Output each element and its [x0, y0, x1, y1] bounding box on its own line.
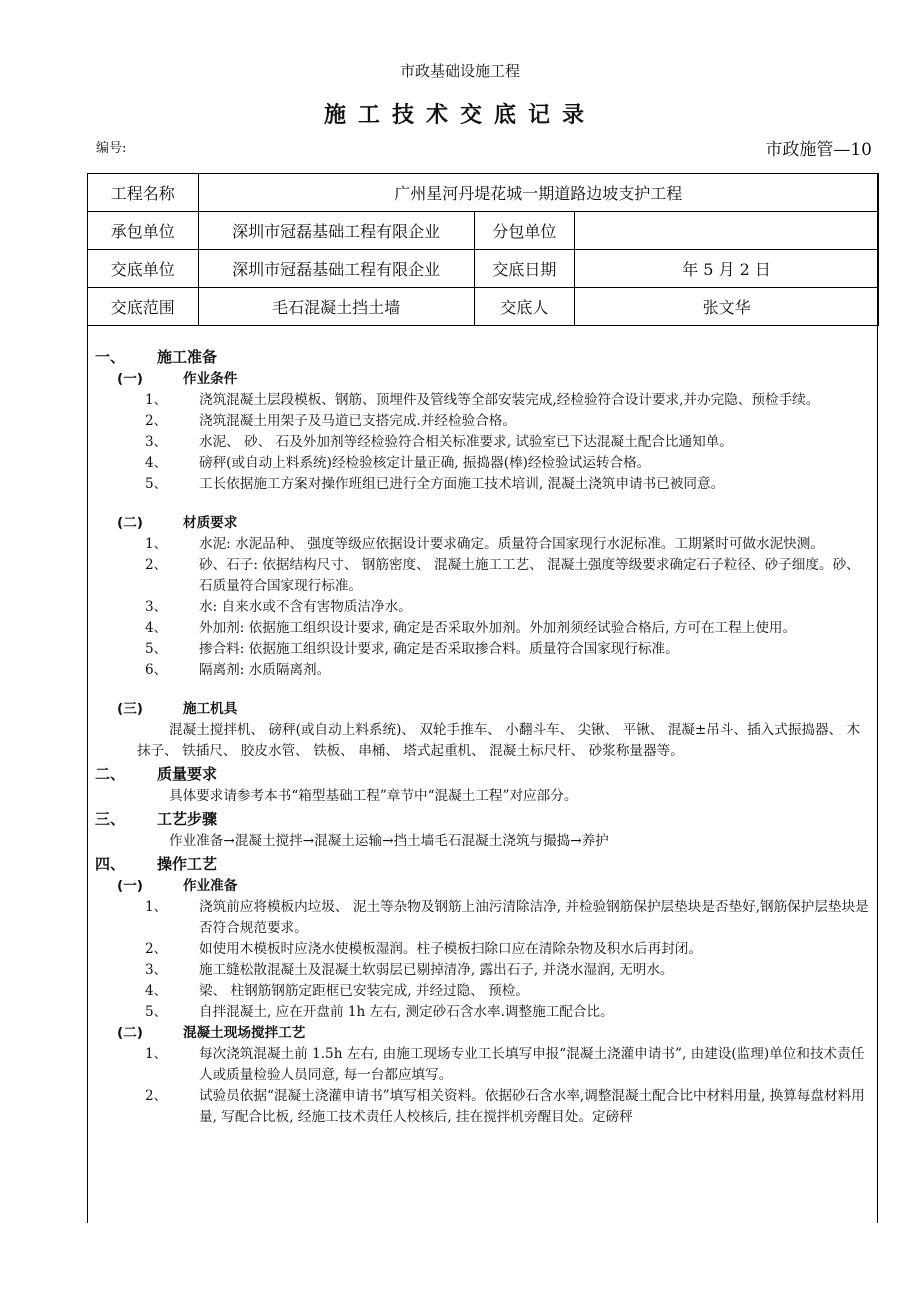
item-number: 4、: [145, 983, 168, 999]
briefing-date-label: 交底日期: [474, 250, 575, 288]
subcontractor-label: 分包单位: [474, 212, 575, 250]
subsection-heading: [87, 1023, 879, 1044]
section-heading: [87, 807, 879, 831]
item-text: 水: 自来水或不含有害物质洁净水。: [199, 599, 412, 615]
subsection-number: (三): [117, 701, 144, 717]
list-item: [87, 390, 879, 411]
briefing-date-value: 年 5 月 2 日: [575, 250, 879, 288]
briefing-unit-label: 交底单位: [88, 250, 199, 288]
item-number: 5、: [145, 1004, 168, 1020]
section-title: 操作工艺: [157, 855, 218, 873]
item-number: 2、: [145, 1088, 168, 1104]
info-table: [87, 173, 879, 326]
document-title: 施工技术交底记录: [323, 103, 596, 128]
subsection-number: (一): [117, 878, 144, 894]
item-text: 掺合料: 依据施工组织设计要求, 确定是否采取掺合料。质量符合国家现行标准。: [199, 641, 679, 657]
item-number: 1、: [145, 392, 168, 408]
section-title: 施工准备: [157, 348, 218, 366]
item-text: 自拌混凝土, 应在开盘前 1h 左右, 测定砂石含水率.调整施工配合比。: [199, 1004, 614, 1020]
item-text: 磅秤(或自动上料系统)经检验核定计量正确, 振捣器(棒)经检验试运转合格。: [199, 455, 651, 471]
subsection-title: 作业准备: [183, 878, 238, 894]
paragraph: 作业准备→混凝土搅拌→混凝土运输→挡土墙毛石混凝土浇筑与撮捣→养护: [169, 833, 609, 849]
item-number: 1、: [145, 1046, 168, 1062]
item-text: 外加剂: 依据施工组织设计要求, 确定是否采取外加剂。外加剂须经试验合格后, 方可在工程上使用。: [199, 620, 797, 636]
table-row: [88, 250, 879, 288]
item-text: 施工缝松散混凝土及混凝土软弱层已剔掉清净, 露出石子, 并浇水湿润, 无明水。: [199, 962, 674, 978]
list-item: [87, 960, 879, 981]
list-item: [87, 660, 879, 681]
section-number: 二、: [95, 765, 126, 783]
list-item: [87, 555, 879, 597]
subsection-heading: [87, 699, 879, 720]
list-item: [87, 939, 879, 960]
subsection-title: 材质要求: [183, 515, 238, 531]
top-title: 市政基础设施工程: [399, 62, 520, 80]
section-heading: [87, 852, 879, 876]
document-body: [87, 345, 879, 1128]
list-item: [87, 897, 879, 939]
serial-number-label: 编号:: [96, 141, 127, 156]
project-name-label: 工程名称: [88, 174, 199, 212]
form-code: 市政施管—10: [765, 140, 872, 160]
item-number: 6、: [145, 662, 168, 678]
list-item: [87, 1002, 879, 1023]
item-text: 水泥、 砂、 石及外加剂等经检验符合相关标准要求, 试验室已下达混凝土配合比通知单。: [199, 434, 733, 450]
item-text: 浇筑混凝土层段模板、钢筋、顶埋件及管线等全部安装完成,经检验符合设计要求,并办完隐、预检手续。: [199, 392, 820, 408]
contractor-value: 深圳市冠磊基础工程有限企业: [198, 212, 474, 250]
item-text: 每次浇筑混凝土前 1.5h 左右, 由施工现场专业工长填写申报“混凝土浇灌申请书”, 由建设(监理)单位和技术责任人或质量检验人员同意, 每一台都应填写。: [199, 1046, 865, 1083]
table-row: [88, 212, 879, 250]
section-title: 质量要求: [157, 765, 218, 783]
item-number: 3、: [145, 599, 168, 615]
item-text: 工长依据施工方案对操作班组已进行全方面施工技术培训, 混凝土浇筑申请书已被同意。: [199, 476, 725, 492]
briefing-unit-value: 深圳市冠磊基础工程有限企业: [198, 250, 474, 288]
item-number: 4、: [145, 455, 168, 471]
item-number: 1、: [145, 899, 168, 915]
item-number: 1、: [145, 536, 168, 552]
list-item: [87, 597, 879, 618]
project-name-value: 广州星河丹堤花城一期道路边坡支护工程: [198, 174, 878, 212]
list-item: [87, 474, 879, 495]
table-row: [88, 174, 879, 212]
section-heading: [87, 345, 879, 369]
paragraph: 混凝土搅拌机、 磅秤(或自动上料系统)、 双轮手推车、 小翻斗车、 尖锹、 平锹、 混凝±吊斗、插入式振捣器、 木抹子、 铁插尺、 胶皮水管、 铁板、 串桶、 塔式起重机、 混凝土标尺杆、 砂浆称量器等。: [137, 722, 861, 759]
item-number: 2、: [145, 941, 168, 957]
list-item: [87, 453, 879, 474]
list-item: [87, 411, 879, 432]
subsection-number: (二): [117, 515, 144, 531]
item-text: 梁、 柱钢筋钢筋定距框已安装完成, 并经过隐、 预检。: [199, 983, 529, 999]
subsection-number: (二): [117, 1025, 144, 1041]
briefing-scope-label: 交底范围: [88, 288, 199, 326]
subsection-title: 混凝土现场搅拌工艺: [183, 1025, 306, 1041]
item-text: 试验员依据“混凝土浇灌申请书”填写相关资料。依据砂石含水率,调整混凝土配合比中材料用量, 换算每盘材料用量, 写配合比板, 经施工技术责任人校核后, 挂在搅拌机旁醒目处。定磅秤: [199, 1088, 865, 1125]
list-item: [87, 981, 879, 1002]
briefing-person-value: 张文华: [575, 288, 879, 326]
item-number: 2、: [145, 413, 168, 429]
briefing-person-label: 交底人: [474, 288, 575, 326]
item-text: 如使用木模板时应浇水使模板湿润。柱子模板扫除口应在清除杂物及积水后再封闭。: [199, 941, 702, 957]
table-row: [88, 288, 879, 326]
item-text: 浇筑混凝土用架子及马道已支搭完成.并经检验合格。: [199, 413, 516, 429]
item-text: 水泥: 水泥品种、 强度等级应依据设计要求确定。质量符合国家现行水泥标准。工期紧时可做水泥快测。: [199, 536, 824, 552]
list-item: [87, 534, 879, 555]
list-item: [87, 432, 879, 453]
item-number: 3、: [145, 962, 168, 978]
subsection-title: 施工机具: [183, 701, 238, 717]
section-number: 四、: [95, 855, 126, 873]
item-number: 4、: [145, 620, 168, 636]
list-item: [87, 1086, 879, 1128]
briefing-scope-value: 毛石混凝土挡土墙: [198, 288, 474, 326]
subsection-heading: [87, 513, 879, 534]
subsection-heading: [87, 369, 879, 390]
item-number: 2、: [145, 557, 168, 573]
list-item: [87, 1044, 879, 1086]
subsection-number: (一): [117, 371, 144, 387]
subsection-heading: [87, 876, 879, 897]
paragraph: 具体要求请参考本书“箱型基础工程”章节中“混凝土工程”对应部分。: [169, 788, 578, 804]
list-item: [87, 639, 879, 660]
item-text: 砂、石子: 依据结构尺寸、 钢筋密度、 混凝土施工工艺、 混凝土强度等级要求确定石子粒径、砂子细度。砂、石质量符合国家现行标准。: [199, 557, 860, 594]
section-number: 一、: [95, 348, 126, 366]
subsection-title: 作业条件: [183, 371, 238, 387]
item-number: 5、: [145, 641, 168, 657]
section-number: 三、: [95, 810, 126, 828]
section-heading: [87, 762, 879, 786]
item-text: 隔离剂: 水质隔离剂。: [199, 662, 331, 678]
item-number: 5、: [145, 476, 168, 492]
subcontractor-value: [575, 212, 879, 250]
item-text: 浇筑前应将模板内垃圾、 泥土等杂物及钢筋上油污清除洁净, 并检验钢筋保护层垫块是否垫好,钢筋保护层垫块是否符合规范要求。: [199, 899, 869, 936]
contractor-label: 承包单位: [88, 212, 199, 250]
list-item: [87, 618, 879, 639]
section-title: 工艺步骤: [157, 810, 218, 828]
item-number: 3、: [145, 434, 168, 450]
